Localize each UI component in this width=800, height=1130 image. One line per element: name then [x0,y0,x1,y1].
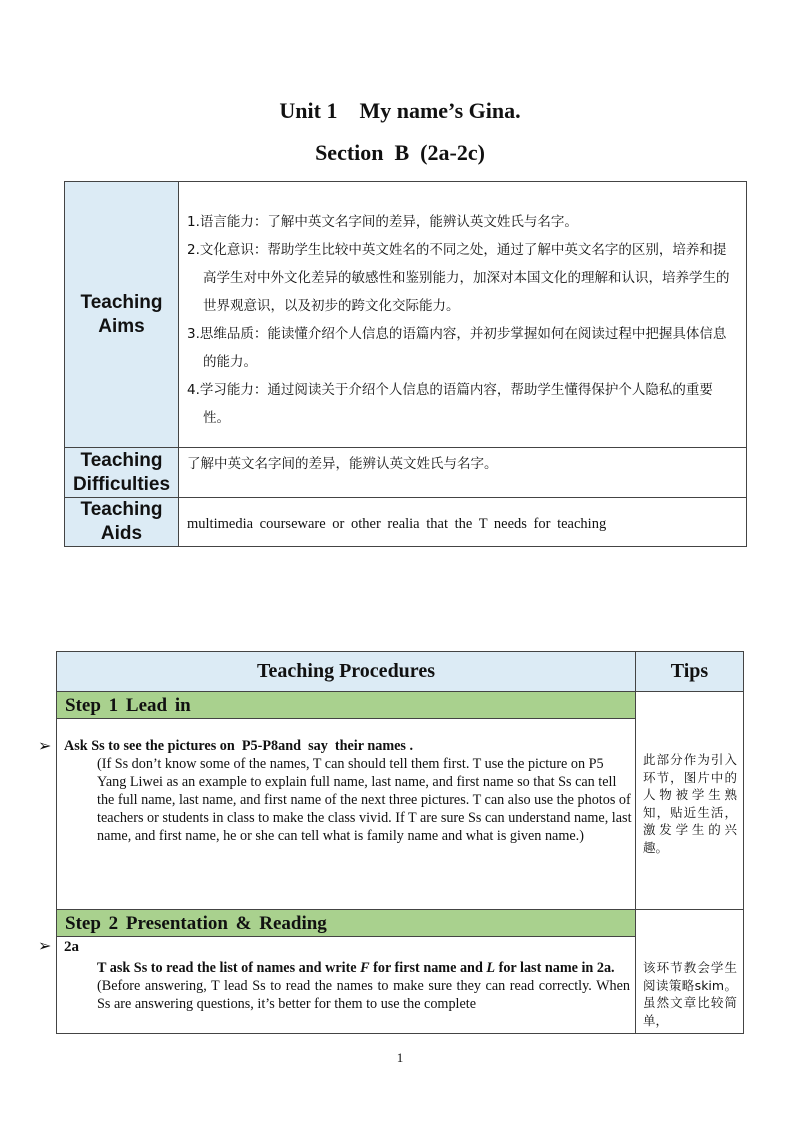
arrow-bullet-icon: ➢ [38,936,52,955]
instruction-l: L [486,960,496,976]
step1-instruction: Ask Ss to see the pictures on P5-P8and say their names . [64,738,414,754]
instruction-text: T ask Ss to read the list of names and write [97,960,361,976]
step1-tip: 此部分作为引入环节，图片中的人物被学生熟知，贴近生活，激发学生的兴趣。 [643,752,737,855]
teaching-difficulties-content: 了解中英文名字间的差异，能辨认英文姓氏与名字。 [187,456,498,472]
aim-item: 4.学习能力：通过阅读关于介绍个人信息的语篇内容，帮助学生懂得保护个人隐私的重要性。 [187,382,713,426]
procedures-header: Teaching Procedures [57,652,635,691]
step2-title: Step 2 Presentation & Reading [57,910,635,937]
row-divider [57,718,635,719]
teaching-aims-content [179,182,746,447]
overview-table [64,181,747,547]
step2-instruction [64,959,630,977]
document-title: Unit 1 My name’s Gina. [279,98,521,123]
aim-item: 1.语言能力：了解中英文名字间的差异，能辨认英文姓氏与名字。 [187,214,578,230]
section-title: Section B (2a-2c) [315,140,485,165]
row-divider [57,936,635,937]
tips-header: Tips [636,652,743,691]
teaching-aims-label: Teaching Aims [65,182,179,447]
step1-detail: (If Ss don’t know some of the names, T can should tell them first. T use the picture on P5 Yang Liwei as an example to explain full name, last name, and first name so that Ss can tell the full name, last name, and first name of the next three pictures. T can also use the photos of teachers or students in class to make the class vivid. If T are sure Ss can understand name, last name, and first name, he or she can tell what is family name and what is given name.) [97,756,632,844]
aim-item: 3.思维品质：能读懂介绍个人信息的语篇内容，并初步掌握如何在阅读过程中把握具体信息的能力。 [187,326,727,370]
column-divider [635,652,636,1033]
step2-content [64,938,630,1013]
instruction-text: for last name in 2a. [495,960,615,976]
step2-detail: (Before answering, T lead Ss to read the names to make sure they can read correctly. When Ss are answering questions, it’s better for them to use the complete [97,978,630,1012]
aim-item: 2.文化意识：帮助学生比较中英文姓名的不同之处，通过了解中英文名字的区别，培养和提高学生对中外文化差异的敏感性和鉴别能力，加深对本国文化的理解和认识，培养学生的世界观意识，以及初步的跨文化交际能力。 [187,242,730,314]
teaching-aids-label: Teaching Aids [65,498,179,546]
step2-tip: 该环节教会学生阅读策略skim。虽然文章比较简单， [643,960,737,1028]
step1-content [64,737,634,845]
instruction-f: F [360,960,370,976]
step1-title: Step 1 Lead in [57,692,635,719]
instruction-text: for first name and [369,960,487,976]
activity-label: 2a [64,939,79,955]
teaching-aids-content: multimedia courseware or other realia that the T needs for teaching [187,516,607,532]
page-number: 1 [396,1050,404,1065]
teaching-difficulties-label: Teaching Difficulties [65,448,179,497]
arrow-bullet-icon: ➢ [38,736,52,755]
